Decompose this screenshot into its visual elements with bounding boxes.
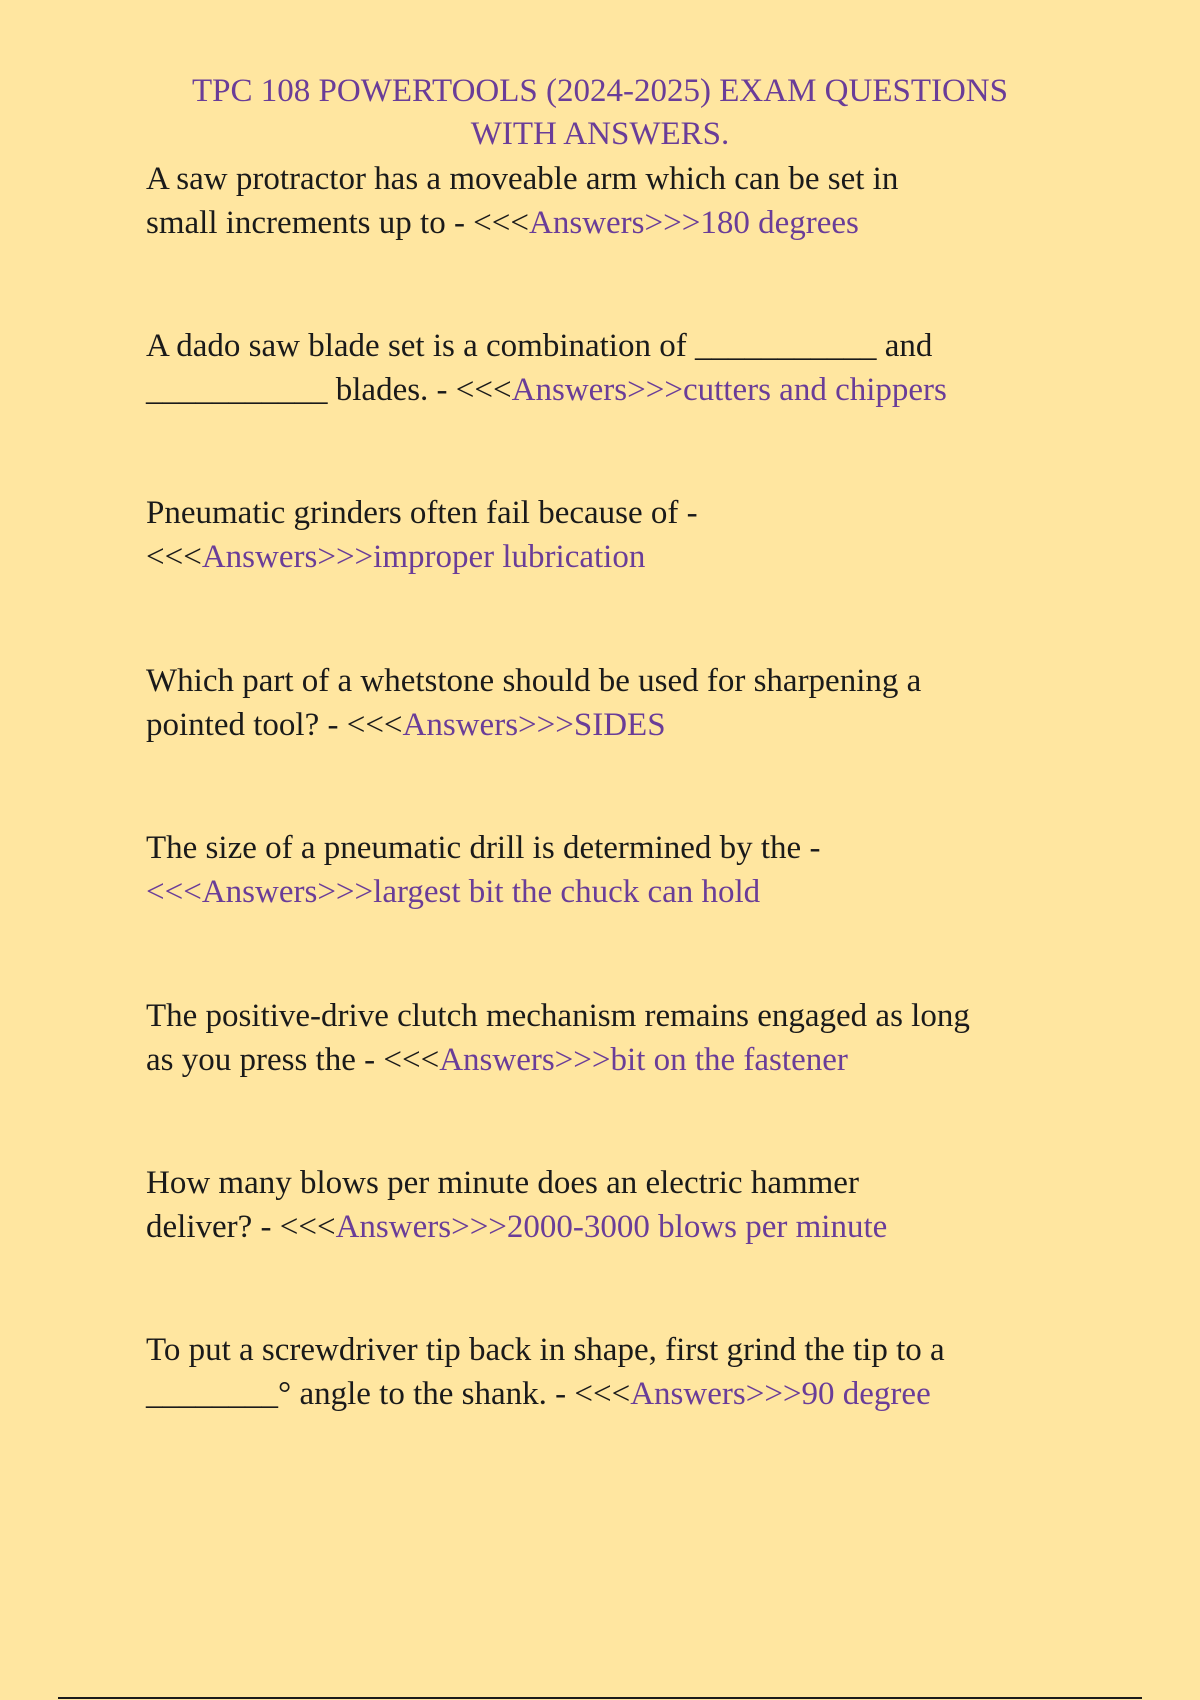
title-line-1: TPC 108 POWERTOOLS (2024-2025) EXAM QUESTIONS xyxy=(192,73,1008,109)
question-text: The size of a pneumatic drill is determined by the - xyxy=(146,830,821,866)
question-text: ___________ blades. - <<< xyxy=(146,372,512,408)
qa-item-5 xyxy=(146,826,1066,914)
question-text: How many blows per minute does an electric hammer xyxy=(146,1165,859,1201)
footer-divider xyxy=(58,1697,1142,1699)
answer-text: Answers>>>bit on the fastener xyxy=(439,1042,848,1078)
question-text: pointed tool? - <<< xyxy=(146,707,403,743)
question-text: A saw protractor has a moveable arm which can be set in xyxy=(146,161,899,197)
question-text: <<< xyxy=(146,539,202,575)
answer-text: Answers>>>improper lubrication xyxy=(201,539,646,575)
title-line-2: WITH ANSWERS. xyxy=(470,116,730,152)
answer-text: <<<Answers>>>largest bit the chuck can hold xyxy=(146,874,761,910)
answer-text: Answers>>>2000-3000 blows per minute xyxy=(335,1209,888,1245)
question-text: small increments up to - <<< xyxy=(146,205,530,241)
qa-item-2 xyxy=(146,324,1066,412)
question-text: To put a screwdriver tip back in shape, first grind the tip to a xyxy=(146,1332,945,1368)
qa-item-4 xyxy=(146,659,1066,747)
question-text: Pneumatic grinders often fail because of - xyxy=(146,495,698,531)
question-text: The positive-drive clutch mechanism remains engaged as long xyxy=(146,998,970,1034)
answer-text: Answers>>>SIDES xyxy=(402,707,666,743)
document-title xyxy=(140,70,1060,156)
question-text: A dado saw blade set is a combination of ___________ and xyxy=(146,328,933,364)
question-text: as you press the - <<< xyxy=(146,1042,440,1078)
qa-item-8 xyxy=(146,1328,1066,1416)
answer-text: Answers>>>90 degree xyxy=(630,1376,931,1412)
question-text: Which part of a whetstone should be used for sharpening a xyxy=(146,663,922,699)
qa-item-6 xyxy=(146,994,1066,1082)
qa-item-1 xyxy=(146,157,1066,245)
answer-text: Answers>>>180 degrees xyxy=(529,205,859,241)
qa-item-7 xyxy=(146,1161,1066,1249)
question-text: ________° angle to the shank. - <<< xyxy=(146,1376,631,1412)
qa-item-3 xyxy=(146,491,1066,579)
answer-text: Answers>>>cutters and chippers xyxy=(511,372,947,408)
question-text: deliver? - <<< xyxy=(146,1209,336,1245)
